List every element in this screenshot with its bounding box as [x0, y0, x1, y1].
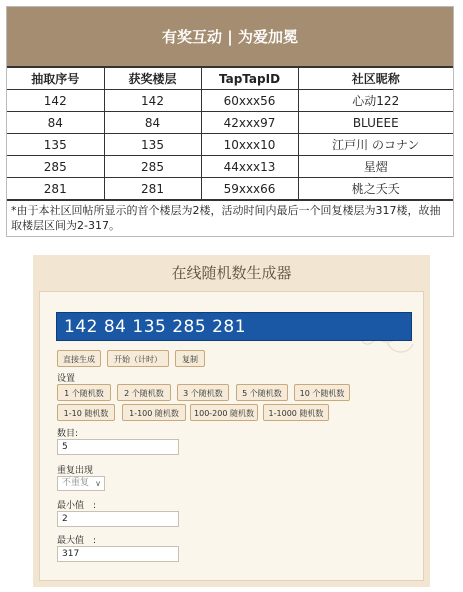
winners-table-title: 有奖互动 | 为爱加冕 — [7, 7, 453, 67]
min-input[interactable] — [57, 511, 179, 527]
generated-numbers-output: 142 84 135 285 281 — [56, 312, 412, 341]
range-100-200-button[interactable]: 100-200 随机数 — [190, 404, 258, 421]
cell-draw-index: 281 — [7, 178, 104, 200]
cell-taptap-id: 42xxx97 — [201, 112, 298, 134]
table-row — [7, 134, 453, 156]
winners-table-card — [6, 6, 454, 237]
count-input[interactable] — [57, 439, 179, 455]
table-row — [7, 156, 453, 178]
cell-taptap-id: 44xxx13 — [201, 156, 298, 178]
repeat-label: 重复出现 — [57, 466, 94, 476]
generate-button[interactable]: 直接生成 — [57, 350, 101, 367]
cell-floor: 285 — [104, 156, 201, 178]
table-row — [7, 178, 453, 200]
settings-label: 设置 — [57, 374, 76, 384]
max-input[interactable] — [57, 546, 179, 562]
cell-draw-index: 285 — [7, 156, 104, 178]
preset-10-numbers-button[interactable]: 10 个随机数 — [294, 384, 350, 401]
cell-nickname: BLUEEE — [298, 112, 453, 134]
cell-taptap-id: 60xxx56 — [201, 90, 298, 112]
copy-button[interactable]: 复制 — [175, 350, 205, 367]
generator-body — [39, 291, 424, 581]
generator-title: 在线随机数生成器 — [171, 263, 292, 282]
cell-floor: 281 — [104, 178, 201, 200]
cell-draw-index: 135 — [7, 134, 104, 156]
column-header-nickname: 社区昵称 — [298, 68, 453, 90]
cell-floor: 84 — [104, 112, 201, 134]
table-row — [7, 112, 453, 134]
column-header-floor: 获奖楼层 — [104, 68, 201, 90]
random-number-generator-panel — [33, 255, 430, 587]
chevron-down-icon: ∨ — [95, 479, 101, 488]
column-header-draw-index: 抽取序号 — [7, 68, 104, 90]
cell-floor: 142 — [104, 90, 201, 112]
repeat-select-value: 不重复 — [62, 478, 90, 488]
cell-taptap-id: 10xxx10 — [201, 134, 298, 156]
winners-table — [7, 67, 453, 200]
preset-1-number-button[interactable]: 1 个随机数 — [57, 384, 111, 401]
cell-nickname: 心动122 — [298, 90, 453, 112]
cell-nickname: 桃之夭夭 — [298, 178, 453, 200]
preset-2-numbers-button[interactable]: 2 个随机数 — [117, 384, 171, 401]
cell-draw-index: 84 — [7, 112, 104, 134]
column-header-taptap-id: TapTapID — [201, 68, 298, 90]
draw-range-note: *由于本社区回帖所显示的首个楼层为2楼，活动时间内最后一个回复楼层为317楼，故抽取楼层区间为2-317。 — [7, 200, 453, 236]
cell-floor: 135 — [104, 134, 201, 156]
cell-nickname: 星熠 — [298, 156, 453, 178]
range-1-10-button[interactable]: 1-10 随机数 — [57, 404, 115, 421]
range-1-1000-button[interactable]: 1-1000 随机数 — [263, 404, 329, 421]
cell-draw-index: 142 — [7, 90, 104, 112]
range-1-100-button[interactable]: 1-100 随机数 — [122, 404, 186, 421]
preset-5-numbers-button[interactable]: 5 个随机数 — [236, 384, 288, 401]
max-label: 最大值 : — [57, 536, 97, 546]
start-timer-button[interactable]: 开始（计时） — [107, 350, 169, 367]
cell-nickname: 江戸川 のコナン — [298, 134, 453, 156]
repeat-select[interactable] — [57, 476, 105, 491]
table-header-row — [7, 68, 453, 90]
count-label: 数目: — [57, 429, 79, 439]
table-row — [7, 90, 453, 112]
cell-taptap-id: 59xxx66 — [201, 178, 298, 200]
min-label: 最小值 : — [57, 501, 97, 511]
preset-3-numbers-button[interactable]: 3 个随机数 — [177, 384, 229, 401]
